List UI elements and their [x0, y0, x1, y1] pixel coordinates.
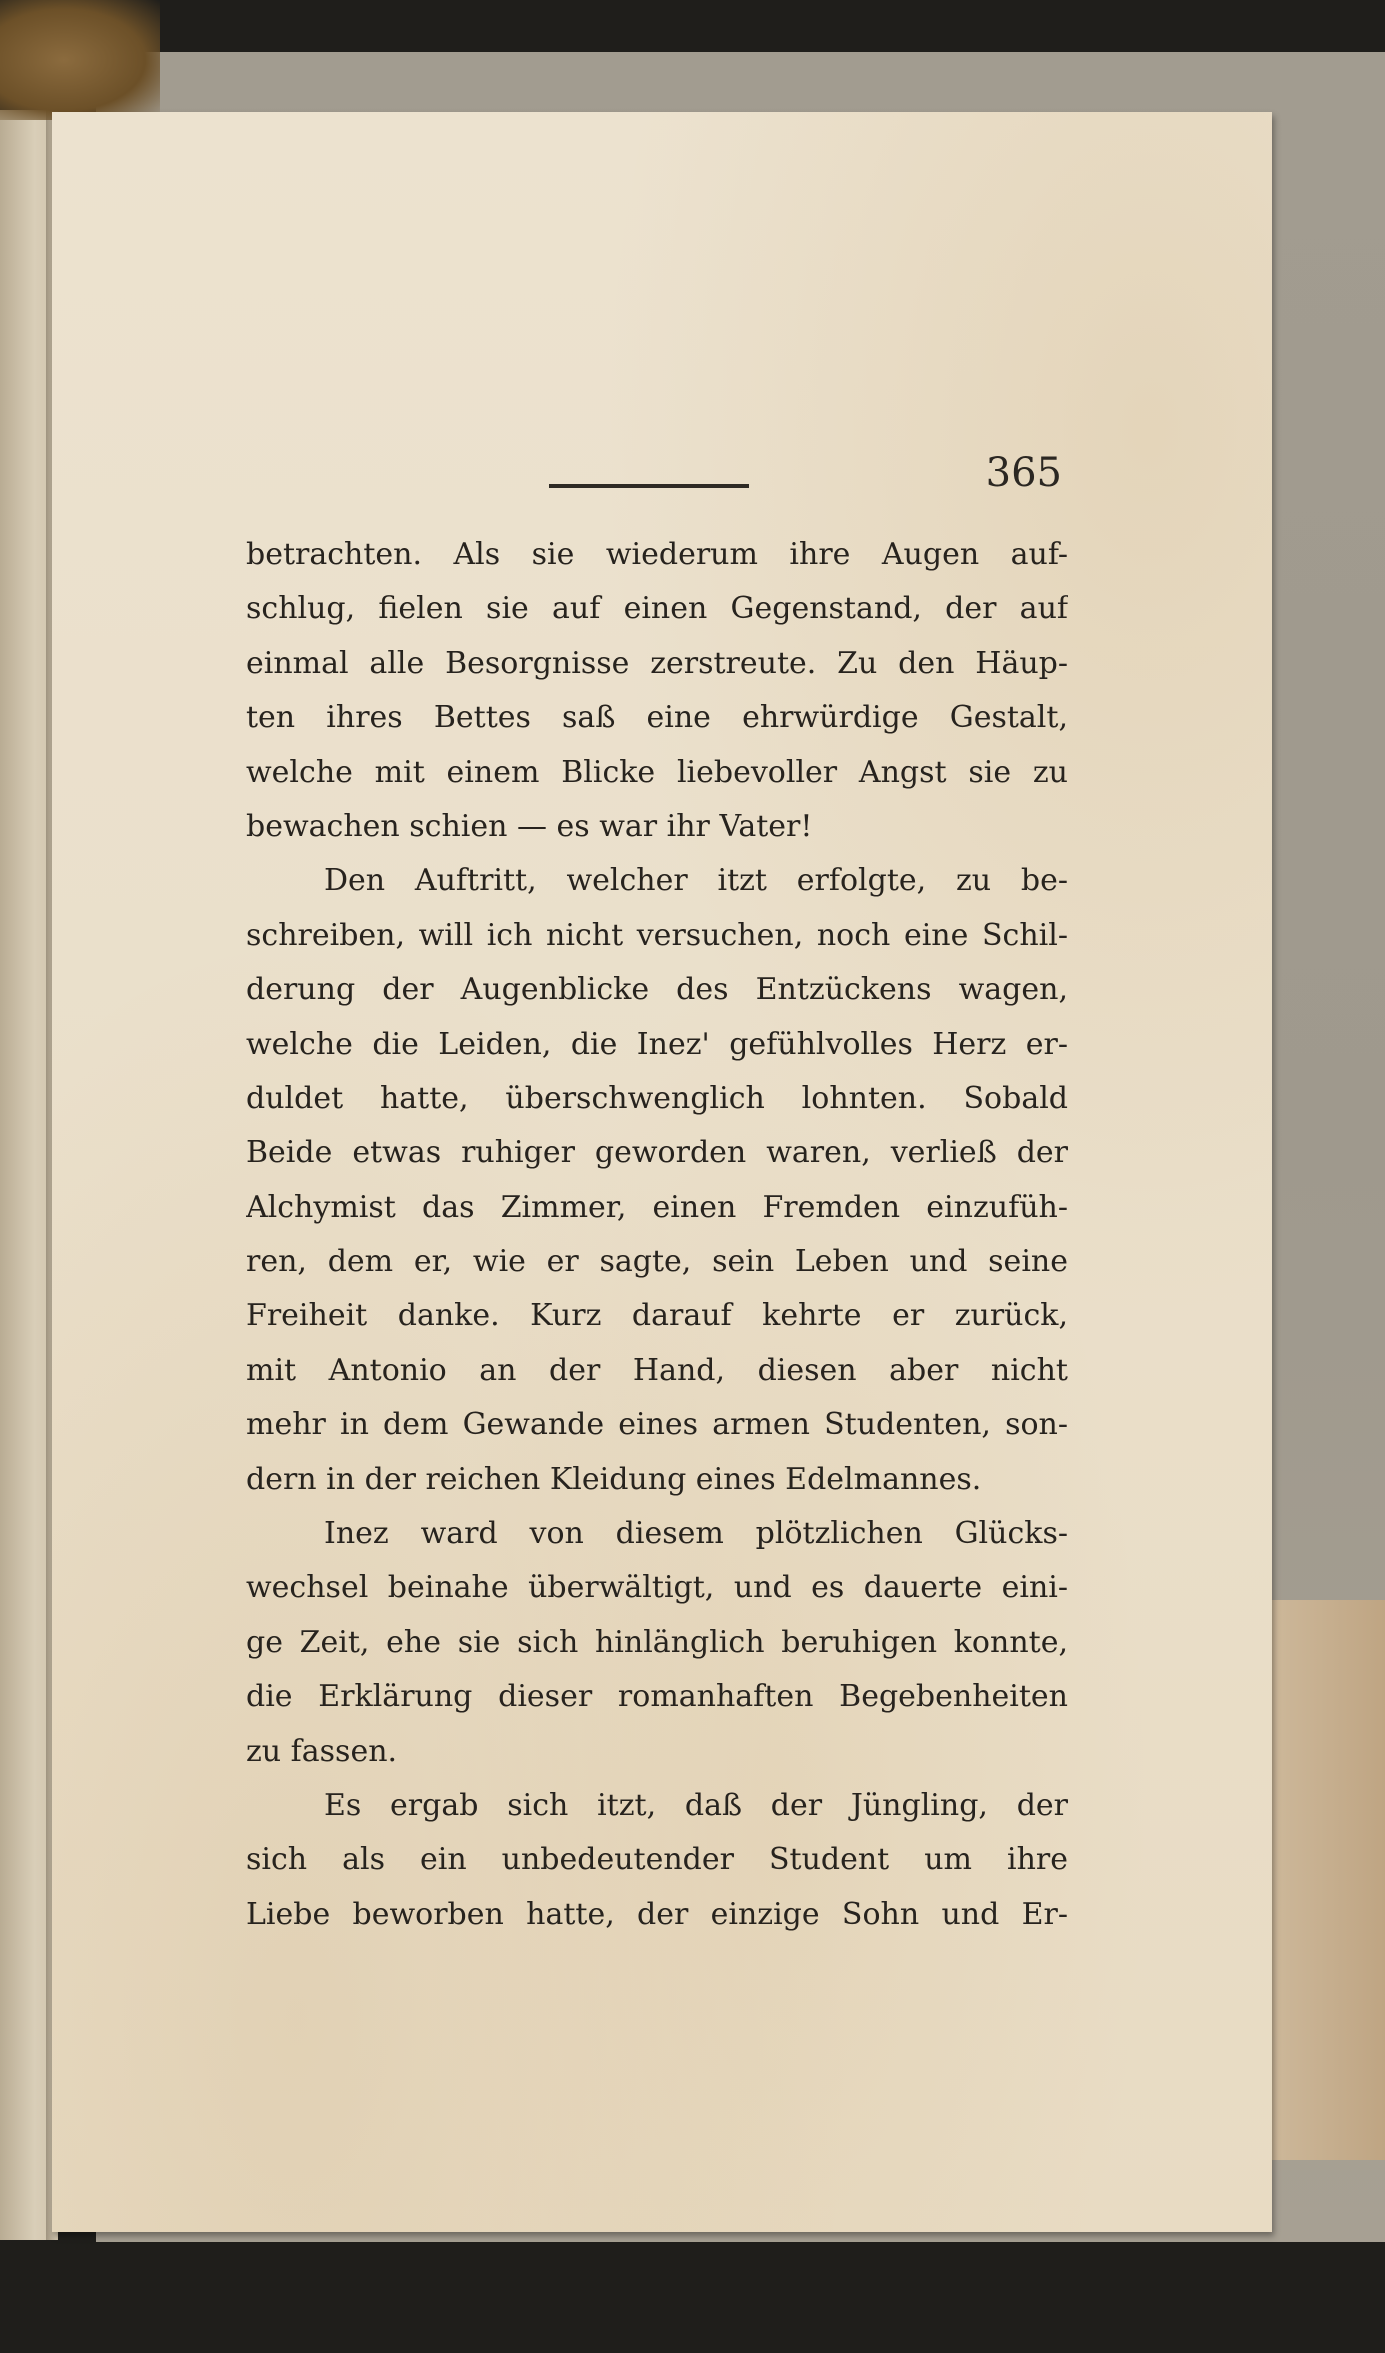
text-line: wechsel beinahe überwältigt, und es dauerte eini- — [246, 1570, 1068, 1606]
text-line: Liebe beworben hatte, der einzige Sohn und Er- — [246, 1896, 1068, 1932]
text-line: die Erklärung dieser romanhaften Begebenheiten — [246, 1679, 1068, 1715]
text-line: Alchymist das Zimmer, einen Fremden einzufüh- — [246, 1189, 1068, 1225]
text-line: welche die Leiden, die Inez' gefühlvolles Herz er- — [246, 1026, 1068, 1062]
text-line: ten ihres Bettes saß eine ehrwürdige Gestalt, — [246, 700, 1068, 736]
text-line: schreiben, will ich nicht versuchen, noch eine Schil- — [246, 917, 1068, 953]
book-page — [52, 112, 1272, 2232]
header-rule — [549, 484, 749, 488]
page-number: 365 — [985, 450, 1062, 496]
text-line: Den Auftritt, welcher itzt erfolgte, zu be- — [324, 863, 1068, 899]
text-line: welche mit einem Blicke liebevoller Angst sie zu — [246, 754, 1068, 790]
text-line: sich als ein unbedeutender Student um ihre — [246, 1842, 1068, 1878]
binding-tape — [0, 0, 160, 120]
text-line: Inez ward von diesem plötzlichen Glücks- — [324, 1516, 1068, 1552]
body-text — [246, 528, 1068, 1942]
board-edge — [1270, 1600, 1385, 2160]
text-line: Freiheit danke. Kurz darauf kehrte er zurück, — [246, 1298, 1068, 1334]
text-line: bewachen schien — es war ihr Vater! — [246, 808, 813, 844]
text-line: schlug, fielen sie auf einen Gegenstand, der auf — [246, 591, 1068, 627]
text-line: mit Antonio an der Hand, diesen aber nicht — [246, 1352, 1068, 1388]
text-line: dern in der reichen Kleidung eines Edelmannes. — [246, 1461, 982, 1497]
text-line: betrachten. Als sie wiederum ihre Augen auf- — [246, 537, 1068, 572]
text-line: einmal alle Besorgnisse zerstreute. Zu den Häup- — [246, 645, 1068, 681]
text-line: ge Zeit, ehe sie sich hinlänglich beruhigen konnte, — [246, 1624, 1068, 1660]
text-line: Es ergab sich itzt, daß der Jüngling, der — [324, 1787, 1068, 1823]
text-line: mehr in dem Gewande eines armen Studenten, son- — [246, 1407, 1068, 1443]
text-line: zu fassen. — [246, 1733, 398, 1769]
text-line: derung der Augenblicke des Entzückens wagen, — [246, 972, 1068, 1008]
text-line: Beide etwas ruhiger geworden waren, verließ der — [246, 1135, 1068, 1171]
text-line: duldet hatte, überschwenglich lohnten. Sobald — [246, 1080, 1068, 1116]
text-line: ren, dem er, wie er sagte, sein Leben und seine — [246, 1244, 1068, 1280]
